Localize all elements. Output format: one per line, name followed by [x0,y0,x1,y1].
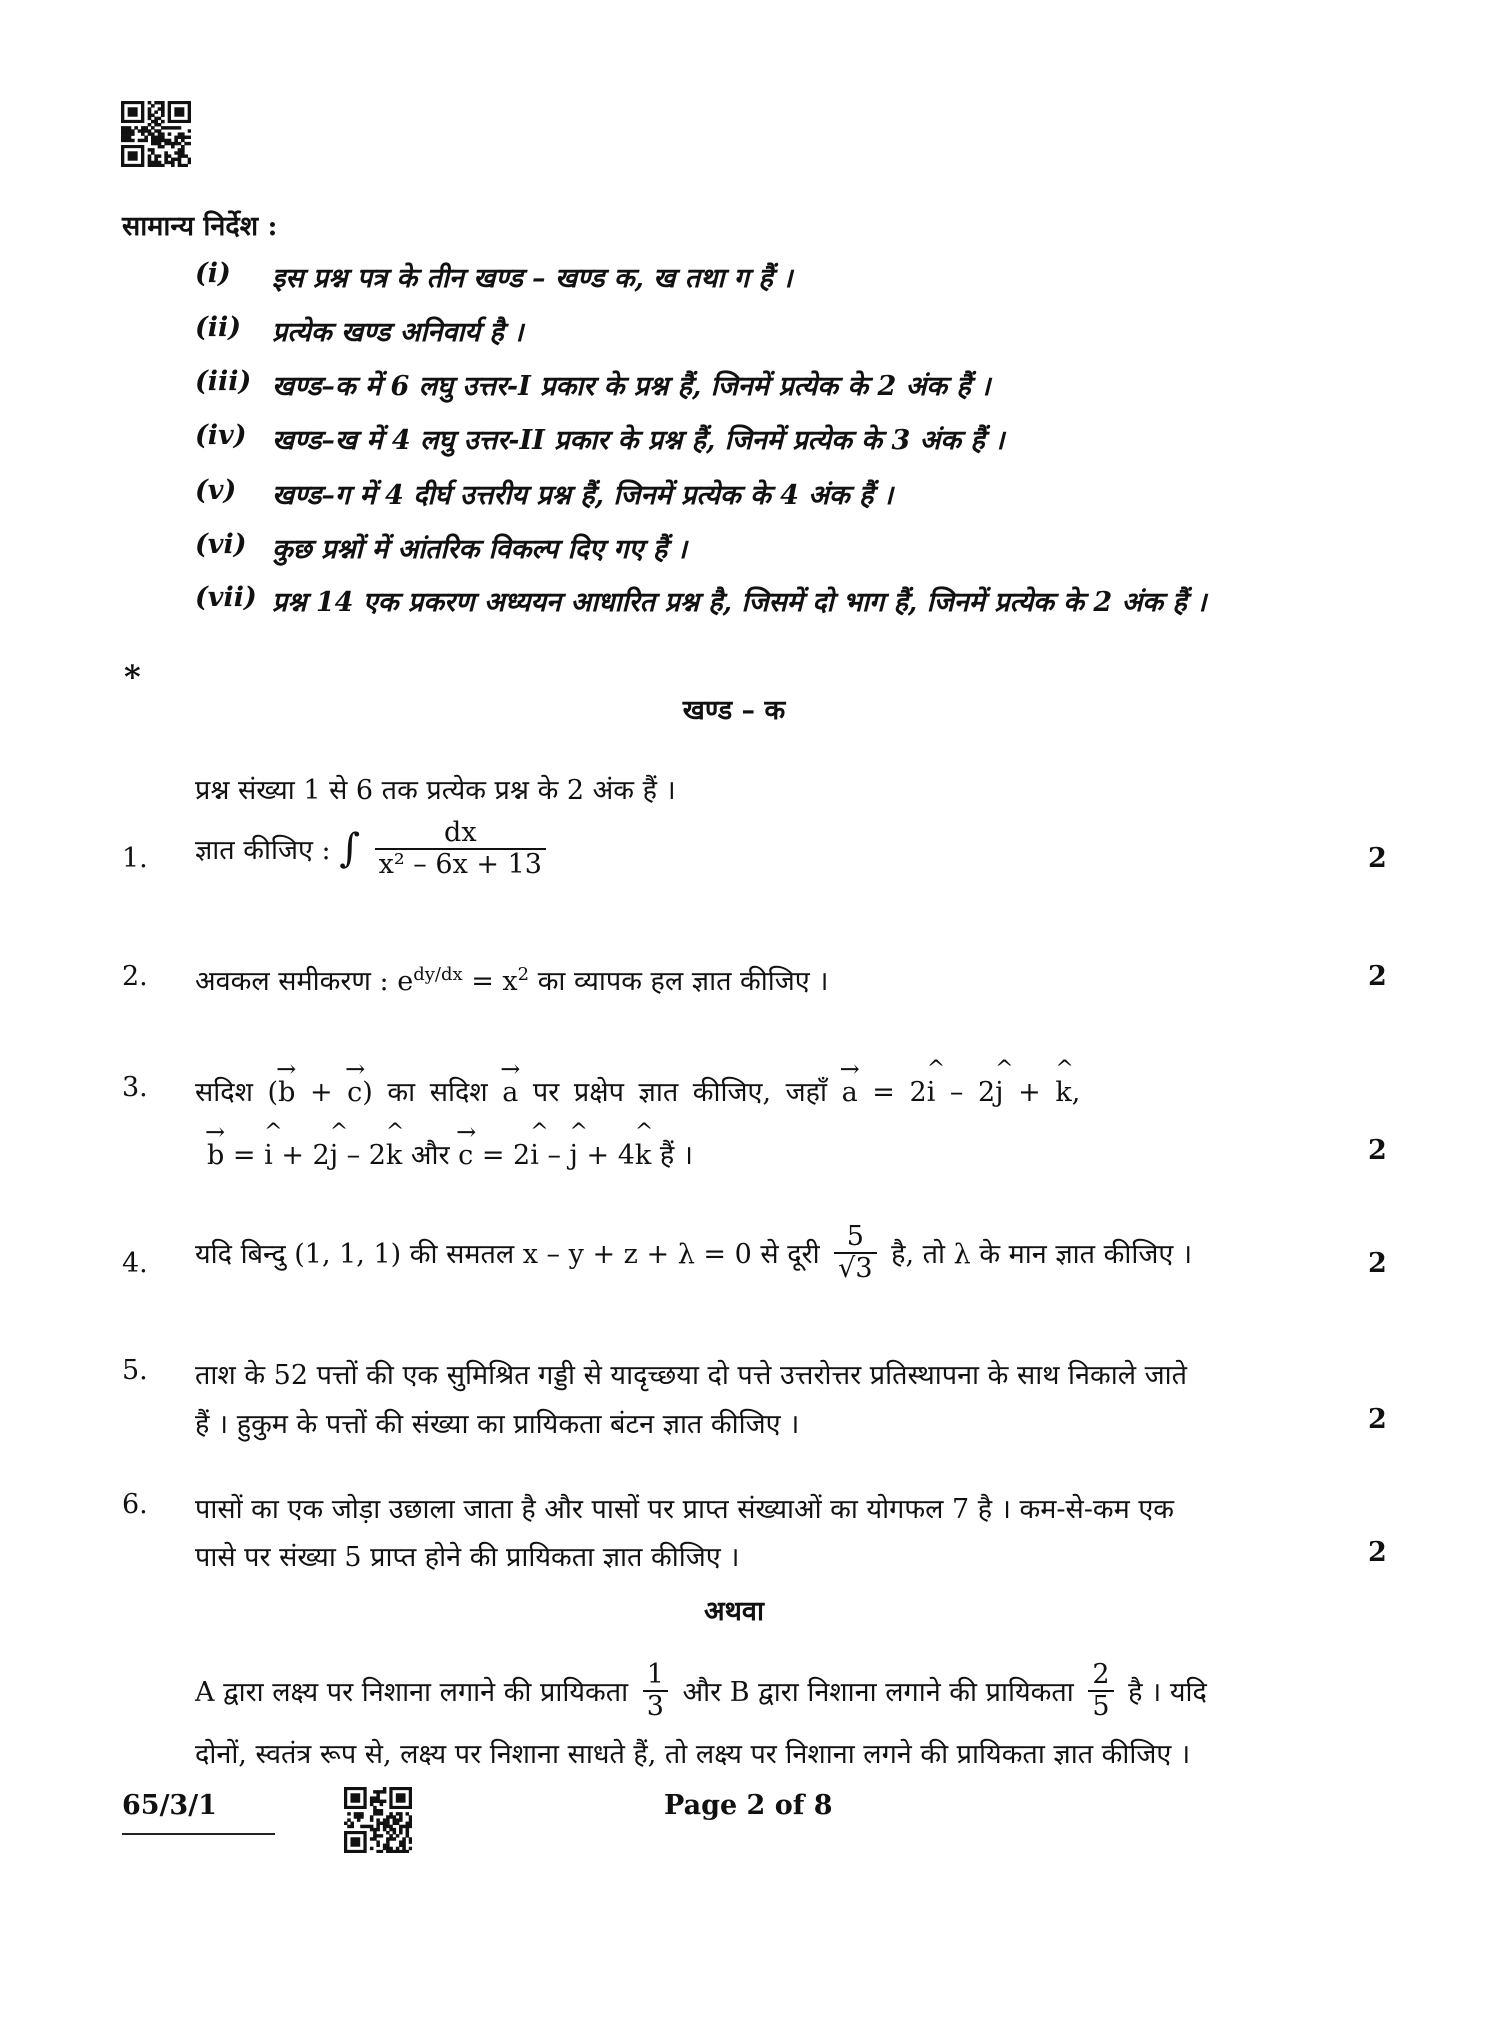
paper-code: 65/3/1 [122,1790,217,1821]
question-1 [195,818,552,879]
question-text: अवकल समीकरण : e [195,966,414,997]
qr-code-top [121,101,191,167]
vector-c: → c [458,1140,473,1171]
fraction [834,1222,876,1283]
question-text: है । यदि [1128,1677,1207,1709]
instruction-text: प्रत्येक खण्ड अनिवार्य है । [272,317,524,348]
question-3-line-1 [195,1072,1080,1109]
or-label: अथवा [704,1596,764,1627]
fraction [643,1660,668,1721]
instruction-text: खण्ड–ग में 4 दीर्घ उत्तरीय प्रश्न हैं, जिनमें प्रत्येक के 4 अंक हैं । [272,480,894,511]
instruction-text: खण्ड–ख में 4 लघु उत्तर-II प्रकार के प्रश्न हैं, जिनमें प्रत्येक के 3 अंक हैं । [272,425,1005,456]
marks: 2 [1368,961,1387,992]
operator: – [538,1140,570,1171]
section-title: खण्ड – क [682,695,786,726]
instruction-num: (iii) [195,366,252,397]
operator: = 2 [857,1077,927,1108]
operator: = [224,1140,265,1171]
question-5-line-1: ताश के 52 पत्तों की एक सुमिश्रित गड्डी से यादृच्छया दो पत्ते उत्तरोत्तर प्रतिस्थापना के साथ निकाले जाते [195,1360,1188,1391]
operator: + [1003,1077,1056,1108]
exponent: dy/dx [413,964,463,985]
operator: – 2 [338,1140,386,1171]
unit-j: ^ j [330,1140,338,1171]
question-3-line-2 [207,1135,693,1172]
marks: 2 [1368,1248,1387,1279]
section-instruction: प्रश्न संख्या 1 से 6 तक प्रत्येक प्रश्न के 2 अंक हैं । [195,775,676,806]
numerator: 1 [646,1659,664,1690]
question-2 [195,961,829,998]
unit-i: ^ i [927,1077,936,1108]
question-text: ) का सदिश [362,1077,503,1108]
exponent: 2 [517,964,530,985]
vector-b: → b [207,1140,224,1171]
instruction-num: (vi) [195,529,247,560]
operator: – 2 [935,1077,996,1108]
question-text: है, तो λ के मान ज्ञात कीजिए । [891,1239,1193,1271]
question-6-or-line-1 [195,1660,1207,1721]
unit-i: ^ i [530,1140,539,1171]
question-text: का व्यापक हल ज्ञात कीजिए । [529,966,829,997]
question-6-or-line-2: दोनों, स्वतंत्र रूप से, लक्ष्य पर निशाना साधते हैं, तो लक्ष्य पर निशाना लगने की प्रायिकता ज्ञात कीजिए । [195,1739,1191,1770]
question-number: 4. [122,1248,148,1279]
unit-i: ^ i [264,1140,273,1171]
unit-k: ^ k [1055,1077,1071,1108]
vector-b: → b [278,1077,295,1108]
marks: 2 [1368,1135,1387,1166]
instruction-text: कुछ प्रश्नों में आंतरिक विकल्प दिए गए हैं । [272,534,687,565]
question-text: A द्वारा लक्ष्य पर निशाना लगाने की प्रायिकता [195,1677,629,1709]
question-text: सदिश ( [195,1077,279,1108]
question-text: हैं । [651,1140,694,1171]
fraction [1088,1660,1113,1721]
operator: = 2 [473,1140,531,1171]
operator: + 4 [577,1140,635,1171]
question-number: 3. [122,1072,148,1103]
fraction [375,818,546,879]
question-text: पर प्रक्षेप ज्ञात कीजिए, जहाँ [518,1077,842,1108]
question-number: 1. [122,843,148,874]
operator: + 2 [272,1140,330,1171]
general-instructions-title: सामान्य निर्देश : [122,211,278,242]
question-5-line-2: हैं । हुकुम के पत्तों की संख्या का प्रायिकता बंटन ज्ञात कीजिए । [195,1409,800,1440]
punctuation: , [1071,1077,1081,1108]
numerator: 2 [1092,1659,1110,1690]
instruction-text: खण्ड–क में 6 लघु उत्तर-I प्रकार के प्रश्न हैं, जिनमें प्रत्येक के 2 अंक हैं । [272,371,991,402]
marks: 2 [1368,1537,1387,1568]
question-6-line-2: पासे पर संख्या 5 प्राप्त होने की प्रायिकता ज्ञात कीजिए । [195,1542,740,1573]
denominator: x² – 6x + 13 [375,848,546,880]
question-text: = x [462,966,518,997]
integral-sign: ∫ [339,825,361,872]
question-number: 5. [122,1355,148,1386]
marks: 2 [1368,1404,1387,1435]
denominator: 3 [643,1690,668,1722]
instruction-text: इस प्रश्न पत्र के तीन खण्ड – खण्ड क, ख तथा ग हैं । [272,263,793,294]
question-text: ज्ञात कीजिए : [195,835,331,867]
instruction-num: (iv) [195,420,247,451]
instruction-num: (ii) [195,312,242,343]
paper-code-underline [122,1833,275,1835]
numerator: 5 [846,1221,864,1252]
unit-k: ^ k [635,1140,651,1171]
unit-j: ^ j [995,1077,1003,1108]
instruction-num: (vii) [195,582,257,613]
qr-code-footer [344,1787,412,1853]
question-6-line-1: पासों का एक जोड़ा उछाला जाता है और पासों पर प्राप्त संख्याओं का योगफल 7 है । कम-से-कम एक [195,1494,1175,1525]
numerator: dx [444,817,477,848]
instruction-num: (v) [195,475,237,506]
question-number: 6. [122,1489,148,1520]
question-text: और B द्वारा निशाना लगाने की प्रायिकता [682,1677,1074,1709]
question-number: 2. [122,961,148,992]
vector-a: → a [502,1077,518,1108]
page-number: Page 2 of 8 [664,1790,833,1821]
marks: 2 [1368,843,1387,874]
unit-j: ^ j [570,1140,578,1171]
question-text: और [402,1140,459,1171]
instruction-text: प्रश्न 14 एक प्रकरण अध्ययन आधारित प्रश्न है, जिसमें दो भाग हैं, जिनमें प्रत्येक के 2 अंक हैं । [272,587,1207,618]
vector-c: → c [347,1077,362,1108]
denominator: √3 [834,1252,876,1284]
instruction-num: (i) [195,258,231,289]
star-mark: * [124,658,141,696]
question-4 [195,1222,1192,1283]
question-text: यदि बिन्दु (1, 1, 1) की समतल x – y + z + λ = 0 से दूरी [195,1239,820,1271]
unit-k: ^ k [386,1140,402,1171]
vector-a: → a [842,1077,858,1108]
operator: + [295,1077,348,1108]
denominator: 5 [1088,1690,1113,1722]
